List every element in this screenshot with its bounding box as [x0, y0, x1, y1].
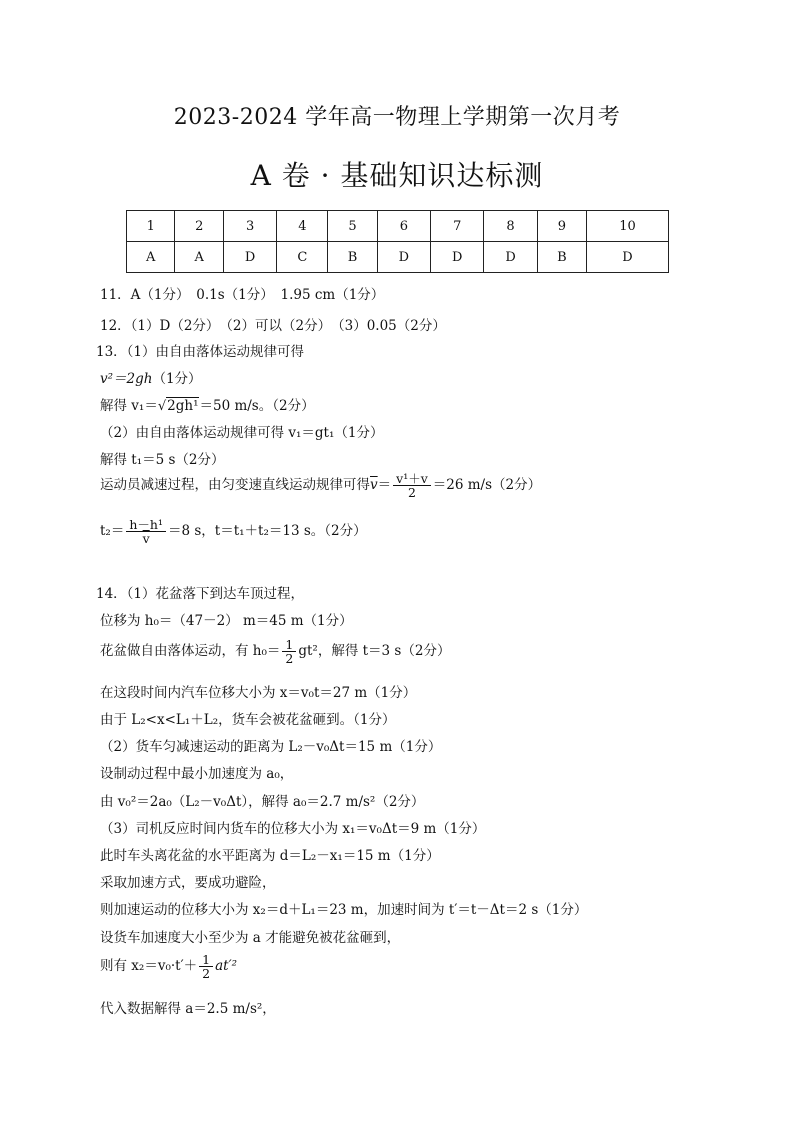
answer-cell: D [377, 242, 430, 273]
q14-accel-fraction [199, 953, 213, 980]
q13-average-velocity: $\overline{v}$ [370, 477, 378, 494]
q13-t2-fraction [126, 518, 166, 545]
q13-line-3: 解得 v₁＝√2gh¹＝50 m/s。（2分） [100, 398, 315, 414]
answer-cell: B [537, 242, 586, 273]
question-number-cell: 9 [537, 211, 586, 242]
q12-answer: 12．（1）D（2分） （2）可以（2分） （3）0.05（2分） [100, 318, 446, 334]
q14-line-13: 设货车加速度大小至少为 a 才能避免被花盆砸到， [100, 930, 401, 946]
q14-line-7: 设制动过程中最小加速度为 a₀， [100, 766, 294, 782]
answer-table [126, 210, 669, 273]
q13-decel-prefix: 运动员减速过程，由匀变速直线运动规律可得 [100, 477, 370, 494]
q13-line-2 [100, 367, 202, 387]
q14-half-fraction [282, 638, 296, 665]
answer-table-number-row [127, 211, 669, 242]
q13-average-result: ＝26 m/s（2分） [432, 477, 542, 494]
q14-line-14 [100, 953, 237, 980]
q14-accel-denominator: 2 [202, 966, 211, 982]
answer-cell: A [175, 242, 223, 273]
q13-t2-prefix: t₂＝ [100, 523, 125, 540]
question-number-cell: 3 [223, 211, 276, 242]
q14-line-5: 由于 L₂<x<L₁＋L₂，货车会被花盆砸到。（1分） [100, 712, 396, 728]
q13-average-fraction [393, 472, 431, 499]
q14-line-9: （3）司机反应时间内货车的位移大小为 x₁＝v₀Δt＝9 m（1分） [100, 821, 486, 837]
answer-cell: D [587, 242, 669, 273]
question-number-cell: 7 [431, 211, 484, 242]
question-number-cell: 8 [484, 211, 537, 242]
answer-cell: D [223, 242, 276, 273]
q13-line-5: 解得 t₁＝5 s（2分） [100, 452, 225, 468]
q13-fraction-denominator: 2 [407, 485, 416, 501]
question-number-cell: 2 [175, 211, 223, 242]
q13-t2-numerator: h－h¹ [126, 518, 166, 532]
question-number-cell: 10 [587, 211, 669, 242]
section-title: A 卷 · 基础知识达标测 [250, 159, 544, 192]
q14-freefall-result: gt²，解得 t＝3 s（2分） [298, 643, 451, 660]
q14-line-11: 采取加速方式，要成功避险， [100, 875, 276, 891]
question-number-cell: 6 [377, 211, 430, 242]
q14-half-denominator: 2 [285, 651, 294, 667]
q13-fraction-numerator: v¹＋v [393, 472, 431, 486]
q14-line-1: 14．（1）花盆落下到达车顶过程， [96, 586, 305, 602]
q14-accel-term: at′² [215, 958, 238, 975]
q14-displacement-prefix: 则有 x₂＝v₀·t′＋ [100, 958, 198, 975]
question-number-cell: 5 [328, 211, 377, 242]
q14-half-numerator: 1 [282, 638, 296, 652]
q14-line-3 [100, 638, 450, 665]
q14-line-10: 此时车头离花盆的水平距离为 d＝L₂－x₁＝15 m（1分） [100, 848, 440, 864]
q13-equation: v²＝2gh [100, 371, 153, 387]
question-number-cell: 1 [127, 211, 175, 242]
q13-sqrt-term: 2gh¹ [167, 398, 199, 414]
q13-solve-prefix: 解得 v₁＝ [100, 398, 158, 414]
q13-solve-result: ＝50 m/s。（2分） [199, 398, 315, 414]
q14-accel-numerator: 1 [199, 953, 213, 967]
q11-answer: 11．A（1分） 0.1s（1分） 1.95 cm（1分） [100, 287, 385, 303]
exam-title: 2023-2024 学年高一物理上学期第一次月考 [173, 105, 621, 130]
q14-line-15: 代入数据解得 a＝2.5 m/s²， [100, 1001, 276, 1017]
q13-line-7 [100, 518, 367, 545]
q14-line-6: （2）货车匀减速运动的距离为 L₂－v₀Δt＝15 m（1分） [100, 739, 442, 755]
answer-cell: D [484, 242, 537, 273]
answer-table-answer-row [127, 242, 669, 273]
question-number-cell: 4 [277, 211, 328, 242]
q13-line-4: （2）由自由落体运动规律可得 v₁＝gt₁（1分） [100, 425, 384, 441]
q14-freefall-prefix: 花盆做自由落体运动，有 h₀＝ [100, 643, 281, 660]
q13-equals: ＝ [377, 477, 392, 494]
q13-t2-denominator: v [142, 531, 150, 547]
answer-cell: D [431, 242, 484, 273]
answer-cell: C [277, 242, 328, 273]
q13-t2-result: ＝8 s，t＝t₁＋t₂＝13 s。（2分） [167, 523, 367, 540]
answer-cell: B [328, 242, 377, 273]
answer-cell: A [127, 242, 175, 273]
q14-line-4: 在这段时间内汽车位移大小为 x＝v₀t＝27 m（1分） [100, 685, 417, 701]
q14-line-2: 位移为 h₀＝（47－2） m＝45 m（1分） [100, 613, 353, 629]
q13-line-6 [100, 472, 541, 499]
q14-line-8: 由 v₀²＝2a₀（L₂－v₀Δt），解得 a₀＝2.7 m/s²（2分） [100, 794, 425, 810]
q13-line-1: 13．（1）由自由落体运动规律可得 [96, 344, 305, 360]
q14-line-12: 则加速运动的位移大小为 x₂＝d＋L₁＝23 m，加速时间为 t′＝t－Δt＝2 s（1分） [100, 902, 588, 918]
q13-score: （1分） [152, 371, 202, 387]
